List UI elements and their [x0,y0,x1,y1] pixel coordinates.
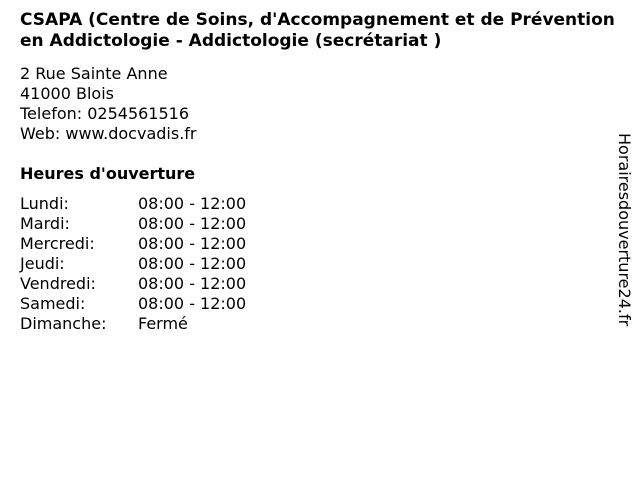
address-block [20,64,196,144]
time-value: 08:00 - 12:00 [138,274,247,293]
day-label: Jeudi: [20,254,65,273]
time-value: 08:00 - 12:00 [138,234,247,253]
time-value: 08:00 - 12:00 [138,214,247,233]
time-value: 08:00 - 12:00 [138,254,247,273]
day-label: Vendredi: [20,274,96,293]
day-label: Lundi: [20,194,69,213]
website: Web: www.docvadis.fr [20,124,197,143]
day-label: Mercredi: [20,234,95,253]
time-value: 08:00 - 12:00 [138,194,247,213]
phone-number: Telefon: 0254561516 [20,104,190,123]
day-label: Dimanche: [20,314,107,333]
day-label: Mardi: [20,214,70,233]
street-address: 2 Rue Sainte Anne [20,64,168,83]
time-value: Fermé [138,314,188,333]
page-title: CSAPA (Centre de Soins, d'Accompagnement et de Prévention en Addictologie - Addictologie (secrétariat ) [20,10,615,51]
site-watermark: Horairesdouverture24.fr [615,133,634,327]
day-label: Samedi: [20,294,86,313]
time-value: 08:00 - 12:00 [138,294,247,313]
opening-hours-heading: Heures d'ouverture [20,164,196,183]
postal-city: 41000 Blois [20,84,114,103]
